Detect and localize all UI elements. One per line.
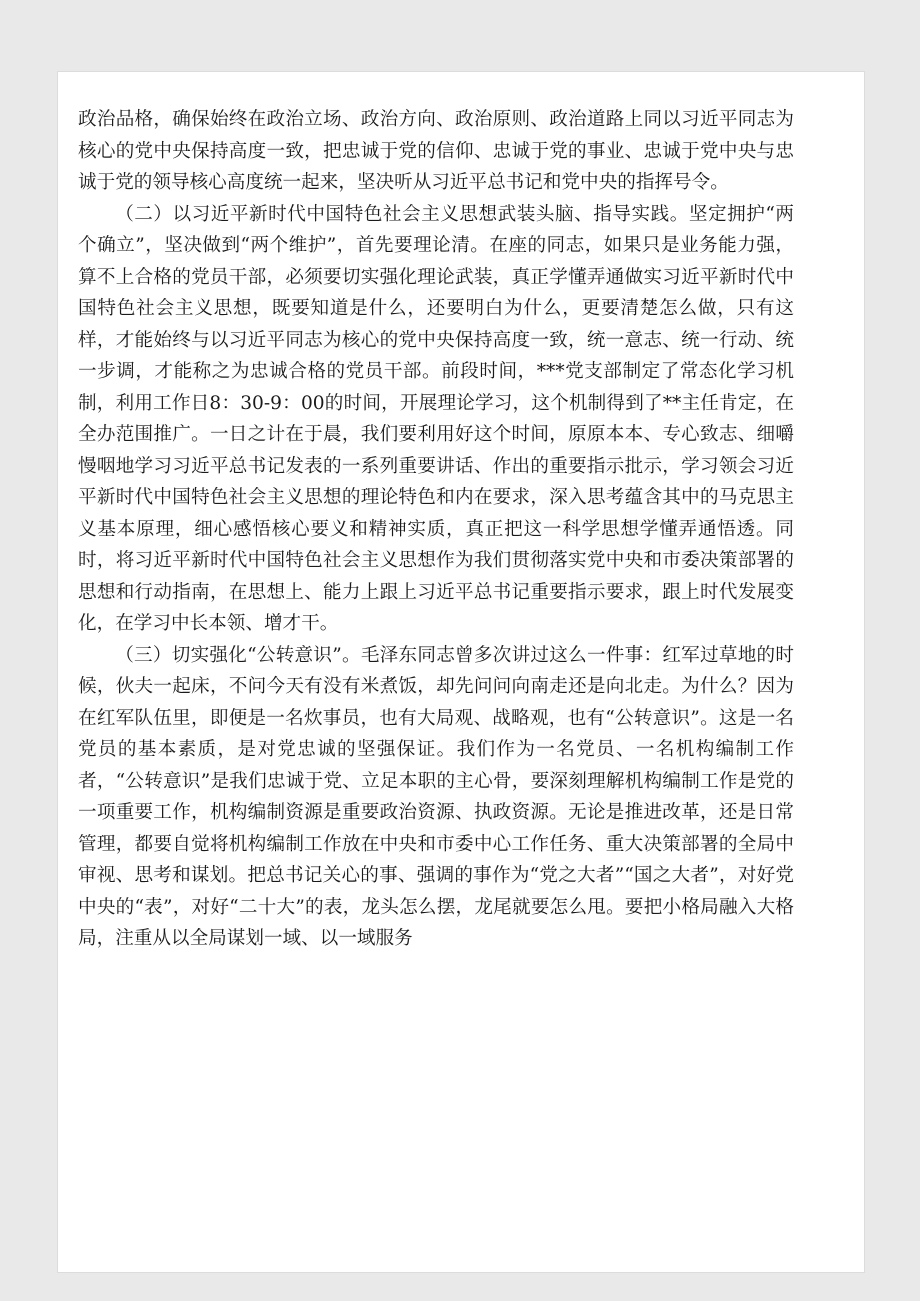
paragraph-3: （三）切实强化“公转意识”。毛泽东同志曾多次讲过这么一件事：红军过草地的时候，伙夫一起床，不问今天有没有米煮饭，却先问问向南走还是向北走。为什么？因为在红军队伍里，即便是一名炊事员，也有大局观、战略观，也有“公转意识”。这是一名党员的基本素质，是对党忠诚的坚强保证。我们作为一名党员、一名机构编制工作者，“公转意识”是我们忠诚于党、立足本职的主心骨，要深刻理解机构编制工作是党的一项重要工作，机构编制资源是重要政治资源、执政资源。无论是推进改革，还是日常管理，都要自觉将机构编制工作放在中央和市委中心工作任务、重大决策部署的全局中审视、思考和谋划。把总书记关心的事、强调的事作为“党之大者”“国之大者”，对好党中央的“表”，对好“二十大”的表，龙头怎么摆，龙尾就要怎么甩。要把小格局融入大格局，注重从以全局谋划一域、以一域服务 <box>78 644 794 949</box>
paragraph-1: 政治品格，确保始终在政治立场、政治方向、政治原则、政治道路上同以习近平同志为核心的党中央保持高度一致，把忠诚于党的信仰、忠诚于党的事业、忠诚于党中央与忠诚于党的领导核心高度统一起来，坚决听从习近平总书记和党中央的指挥号令。 <box>78 109 794 193</box>
document-body <box>78 104 794 955</box>
paragraph-2: （二）以习近平新时代中国特色社会主义思想武装头脑、指导实践。坚定拥护“两个确立”，坚决做到“两个维护”，首先要理论清。在座的同志，如果只是业务能力强，算不上合格的党员干部，必须要切实强化理论武装，真正学懂弄通做实习近平新时代中国特色社会主义思想，既要知道是什么，还要明白为什么，更要清楚怎么做，只有这样，才能始终与以习近平同志为核心的党中央保持高度一致，统一意志、统一行动、统一步调，才能称之为忠诚合格的党员干部。前段时间，***党支部制定了常态化学习机制，利用工作日8：30-9：00的时间，开展理论学习，这个机制得到了**主任肯定，在全办范围推广。一日之计在于晨，我们要利用好这个时间，原原本本、专心致志、细嚼慢咽地学习习近平总书记发表的一系列重要讲话、作出的重要指示批示，学习领会习近平新时代中国特色社会主义思想的理论特色和内在要求，深入思考蕴含其中的马克思主义基本原理，细心感悟核心要义和精神实质，真正把这一科学思想学懂弄通悟透。同时，将习近平新时代中国特色社会主义思想作为我们贯彻落实党中央和市委决策部署的思想和行动指南，在思想上、能力上跟上习近平总书记重要指示要求，跟上时代发展变化，在学习中长本领、增才干。 <box>78 203 794 634</box>
